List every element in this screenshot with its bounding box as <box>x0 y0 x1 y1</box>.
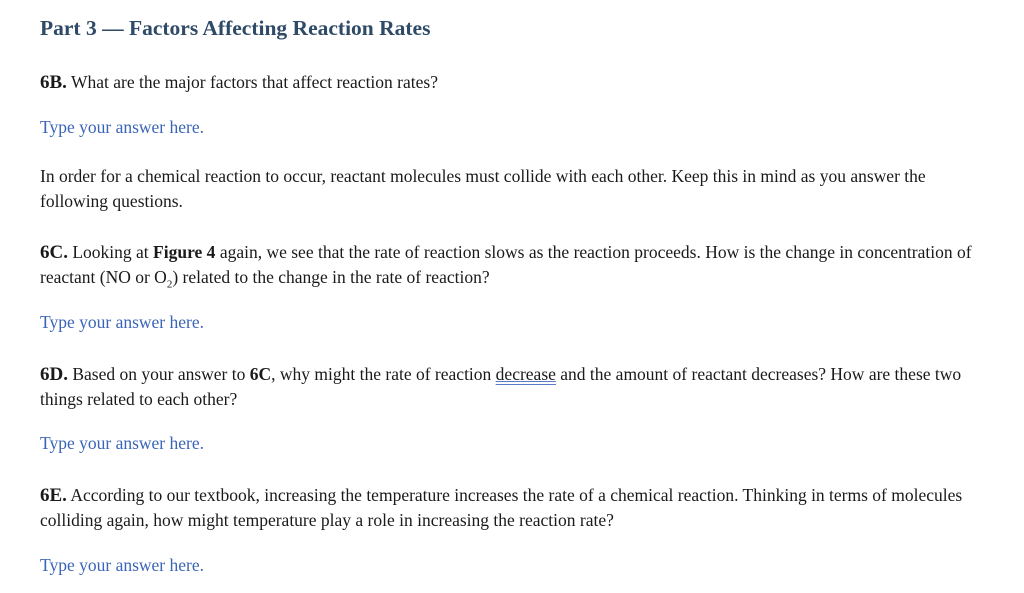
question-reference: 6C <box>249 364 272 384</box>
answer-field-6d[interactable]: Type your answer here. <box>40 433 204 453</box>
question-number: 6C. <box>40 242 68 263</box>
answer-field-6b[interactable]: Type your answer here. <box>40 117 204 137</box>
intro-paragraph: In order for a chemical reaction to occur, reactant molecules must collide with each other. Keep this in mind as you answer the following questions. <box>40 166 926 211</box>
question-number: 6D. <box>40 364 68 385</box>
question-6c <box>40 240 995 298</box>
question-text: , why might the rate of reaction <box>271 364 492 384</box>
subscript: 2 <box>166 278 173 291</box>
answer-field-6e[interactable]: Type your answer here. <box>40 555 204 575</box>
underlined-word: decrease <box>495 364 556 384</box>
figure-reference: Figure 4 <box>153 242 216 262</box>
question-number: 6B. <box>40 72 67 93</box>
section-heading: Part 3 — Factors Affecting Reaction Rates <box>40 16 431 40</box>
question-6b <box>40 70 995 95</box>
question-text: and the amount of reactant decreases? How are these two things related to each other? <box>40 364 962 409</box>
question-text: According to our textbook, increasing the temperature increases the rate of a chemical reaction. Thinking in terms of molecules colliding again, how might temperature play a role in increasing the reaction rate? <box>40 485 963 530</box>
question-text: again, we see that the rate of reaction slows as the reaction proceeds. How is the change in concentration of reactant (NO or O <box>40 242 972 287</box>
question-text: Looking at <box>72 242 149 262</box>
question-number: 6E. <box>40 485 67 506</box>
answer-field-6c[interactable]: Type your answer here. <box>40 312 204 332</box>
question-text: Based on your answer to <box>72 364 246 384</box>
question-text: ) related to the change in the rate of reaction? <box>172 267 490 287</box>
question-6d <box>40 362 995 412</box>
question-text: What are the major factors that affect reaction rates? <box>71 72 438 92</box>
question-6e <box>40 483 995 533</box>
